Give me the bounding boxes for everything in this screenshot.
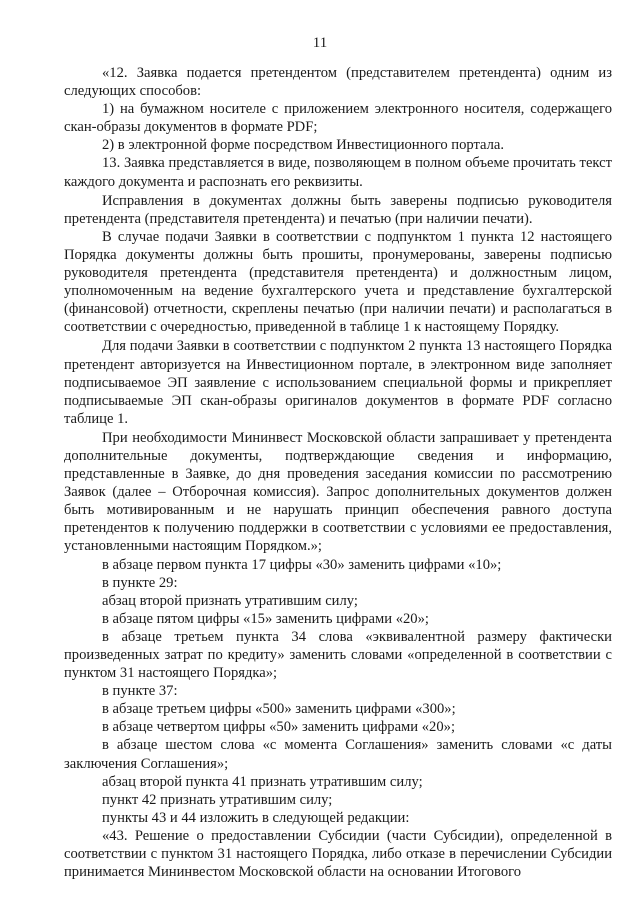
amendment-item-37-paragraph-6: в абзаце шестом слова «с момента Соглашения» заменить словами «с даты заключения Соглашения»; <box>64 737 612 772</box>
amendment-items-43-44: пункты 43 и 44 изложить в следующей редакции: <box>102 809 410 826</box>
paragraph-electronic-submission: Для подачи Заявки в соответствии с подпунктом 2 пункта 13 настоящего Порядка претендент авторизуется на Инвестиционном портале, в электронном виде заполняет подписываемое ЭП заявление с использованием специальной формы и прикрепляет подписываемые ЭП скан-образы оригиналов документов в формате PDF согласно таблице 1. <box>64 338 612 427</box>
document-body <box>64 64 612 881</box>
paragraph-subitem-1: 1) на бумажном носителе с приложением электронного носителя, содержащего скан-образы документов в формате PDF; <box>64 101 612 136</box>
amendment-item-42: пункт 42 признать утратившим силу; <box>102 791 333 808</box>
amendment-item-17: в абзаце первом пункта 17 цифры «30» заменить цифрами «10»; <box>102 556 502 573</box>
paragraph-item-43: «43. Решение о предоставлении Субсидии (части Субсидии), определенной в соответствии с пунктом 31 настоящего Порядка, либо отказе в перечислении Субсидии принимается Мининвестом Московской области на основании Итогового <box>64 827 612 881</box>
paragraph-item-12: «12. Заявка подается претендентом (представителем претендента) одним из следующих способов: <box>64 65 612 100</box>
paragraph-item-13: 13. Заявка представляется в виде, позволяющем в полном объеме прочитать текст каждого документа и распознать его реквизиты. <box>64 155 612 190</box>
amendment-item-41: абзац второй пункта 41 признать утратившим силу; <box>102 773 423 790</box>
amendment-item-29: в пункте 29: <box>102 574 178 591</box>
paragraph-additional-documents: При необходимости Мининвест Московской области запрашивает у претендента дополнительные документы, подтверждающие сведения и информацию, представленные в Заявке, до дня проведения заседания комиссии по рассмотрению Заявок (далее – Отборочная комиссия). Запрос дополнительных документов должен быть мотивированным и не нарушать принцип обеспечения равного доступа претендентов к получению поддержки в соответствии с условиями ее предоставления, установленными настоящим Порядком.»; <box>64 429 612 555</box>
page-number: 11 <box>312 35 328 51</box>
amendment-item-37-paragraph-4: в абзаце четвертом цифры «50» заменить цифрами «20»; <box>102 719 455 736</box>
amendment-item-37-paragraph-3: в абзаце третьем цифры «500» заменить цифрами «300»; <box>102 701 456 718</box>
paragraph-corrections: Исправления в документах должны быть заверены подписью руководителя претендента (представителя претендента) и печатью (при наличии печати). <box>64 192 612 227</box>
paragraph-subitem-2: 2) в электронной форме посредством Инвестиционного портала. <box>102 137 505 154</box>
amendment-item-37: в пункте 37: <box>102 683 178 700</box>
amendment-item-29-paragraph-2: абзац второй признать утратившим силу; <box>102 592 358 609</box>
amendment-item-34: в абзаце третьем пункта 34 слова «эквивалентной размеру фактически произведенных затрат по кредиту» заменить словами «определенной в соответствии с пунктом 31 настоящего Порядка»; <box>64 628 612 682</box>
paragraph-paper-submission: В случае подачи Заявки в соответствии с подпунктом 1 пункта 12 настоящего Порядка документы должны быть прошиты, пронумерованы, заверены подписью руководителя претендента (представителя претендента) и должностным лицом, уполномоченным на ведение бухгалтерского учета и представление бухгалтерской (финансовой) отчетности, скреплены печатью (при наличии печати) и располагаться в соответствии с очередностью, приведенной в таблице 1 к настоящему Порядку. <box>64 228 612 336</box>
amendment-item-29-paragraph-5: в абзаце пятом цифры «15» заменить цифрами «20»; <box>102 610 429 627</box>
